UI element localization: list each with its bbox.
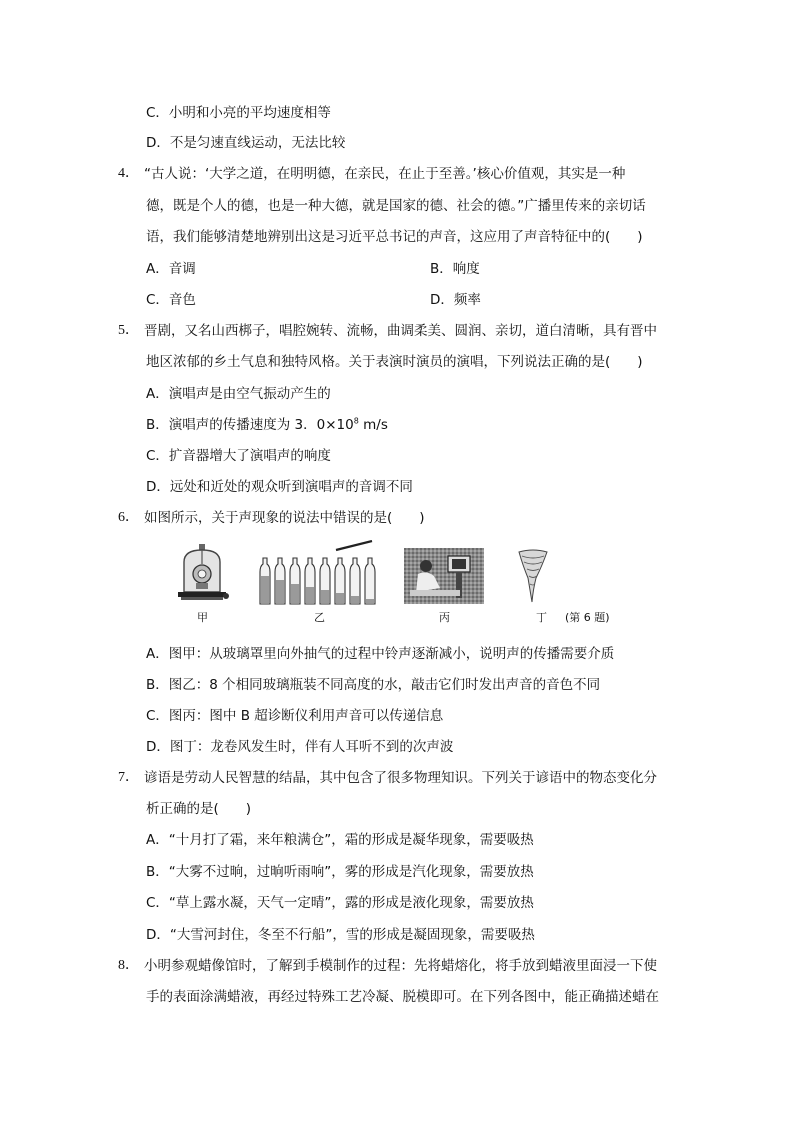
q4-option-a: A．音调 bbox=[146, 261, 196, 277]
fig-caption: (第 6 题) bbox=[565, 611, 610, 624]
q3-option-d: D．不是匀速直线运动，无法比较 bbox=[146, 135, 346, 151]
bottles-figure bbox=[256, 540, 376, 608]
q7-option-b: B．“大雾不过晌，过晌听雨响”，雾的形成是汽化现象，需要放热 bbox=[146, 864, 534, 880]
q4-option-d: D．频率 bbox=[430, 292, 481, 308]
q6-option-d: D．图丁：龙卷风发生时，伴有人耳听不到的次声波 bbox=[146, 739, 454, 755]
q5-option-b-exponent: 8 bbox=[353, 416, 359, 426]
q5-option-b bbox=[146, 416, 388, 434]
q7-option-a: A．“十月打了霜，来年粮满仓”，霜的形成是凝华现象，需要吸热 bbox=[146, 832, 534, 848]
bell-jar-figure bbox=[174, 544, 230, 606]
q7-stem-line2: 析正确的是( ) bbox=[146, 801, 252, 817]
q5-option-b-text: B．演唱声的传播速度为 3．0×10 bbox=[146, 417, 354, 433]
fig-label-yi: 乙 bbox=[314, 611, 325, 624]
q5-option-b-unit: m/s bbox=[358, 417, 388, 433]
q5-number: 5． bbox=[118, 323, 139, 338]
ultrasound-figure bbox=[404, 548, 484, 604]
q5-option-c: C．扩音器增大了演唱声的响度 bbox=[146, 448, 331, 464]
q4-stem-line3: 语，我们能够清楚地辨别出这是习近平总书记的声音，这应用了声音特征中的( ) bbox=[146, 229, 643, 245]
q4-option-b: B．响度 bbox=[430, 261, 480, 277]
fig-label-bing: 丙 bbox=[439, 611, 450, 624]
q4-number: 4． bbox=[118, 166, 139, 181]
q8-number: 8． bbox=[118, 958, 139, 973]
q4-option-c: C．音色 bbox=[146, 292, 196, 308]
q5-option-d: D．远处和近处的观众听到演唱声的音调不同 bbox=[146, 479, 413, 495]
q6-number: 6． bbox=[118, 510, 139, 525]
tornado-figure bbox=[518, 548, 548, 604]
q7-stem-line1: 谚语是劳动人民智慧的结晶，其中包含了很多物理知识。下列关于谚语中的物态变化分 bbox=[144, 770, 657, 786]
q7-option-c: C．“草上露水凝，天气一定晴”，露的形成是液化现象，需要放热 bbox=[146, 895, 534, 911]
q6-option-a: A．图甲：从玻璃罩里向外抽气的过程中铃声逐渐减小，说明声的传播需要介质 bbox=[146, 646, 615, 662]
q5-stem-line2: 地区浓郁的乡土气息和独特风格。关于表演时演员的演唱，下列说法正确的是( ) bbox=[146, 354, 643, 370]
q4-stem-line1: “古人说：‘大学之道，在明明德，在亲民，在止于至善。’核心价值观，其实是一种 bbox=[144, 166, 626, 182]
q5-option-a: A．演唱声是由空气振动产生的 bbox=[146, 386, 331, 402]
q4-stem-line2: 德，既是个人的德，也是一种大德，就是国家的德、社会的德。”广播里传来的亲切话 bbox=[146, 198, 646, 214]
q6-option-c: C．图丙：图中 B 超诊断仪利用声音可以传递信息 bbox=[146, 708, 444, 724]
q6-stem: 如图所示，关于声现象的说法中错误的是( ) bbox=[144, 510, 425, 526]
q6-option-b: B．图乙：8 个相同玻璃瓶装不同高度的水，敲击它们时发出声音的音色不同 bbox=[146, 677, 601, 693]
q8-stem-line1: 小明参观蜡像馆时，了解到手模制作的过程：先将蜡熔化，将手放到蜡液里面浸一下使 bbox=[144, 958, 657, 974]
q8-stem-line2: 手的表面涂满蜡液，再经过特殊工艺冷凝、脱模即可。在下列各图中，能正确描述蜡在 bbox=[146, 989, 659, 1005]
q7-number: 7． bbox=[118, 770, 139, 785]
q7-option-d: D．“大雪河封住，冬至不行船”，雪的形成是凝固现象，需要吸热 bbox=[146, 927, 535, 943]
q3-option-c: C．小明和小亮的平均速度相等 bbox=[146, 105, 331, 121]
q5-stem-line1: 晋剧，又名山西梆子，唱腔婉转、流畅，曲调柔美、圆润、亲切，道白清晰，具有晋中 bbox=[144, 323, 657, 339]
fig-label-ding: 丁 bbox=[536, 611, 547, 624]
fig-label-jia: 甲 bbox=[197, 611, 208, 624]
